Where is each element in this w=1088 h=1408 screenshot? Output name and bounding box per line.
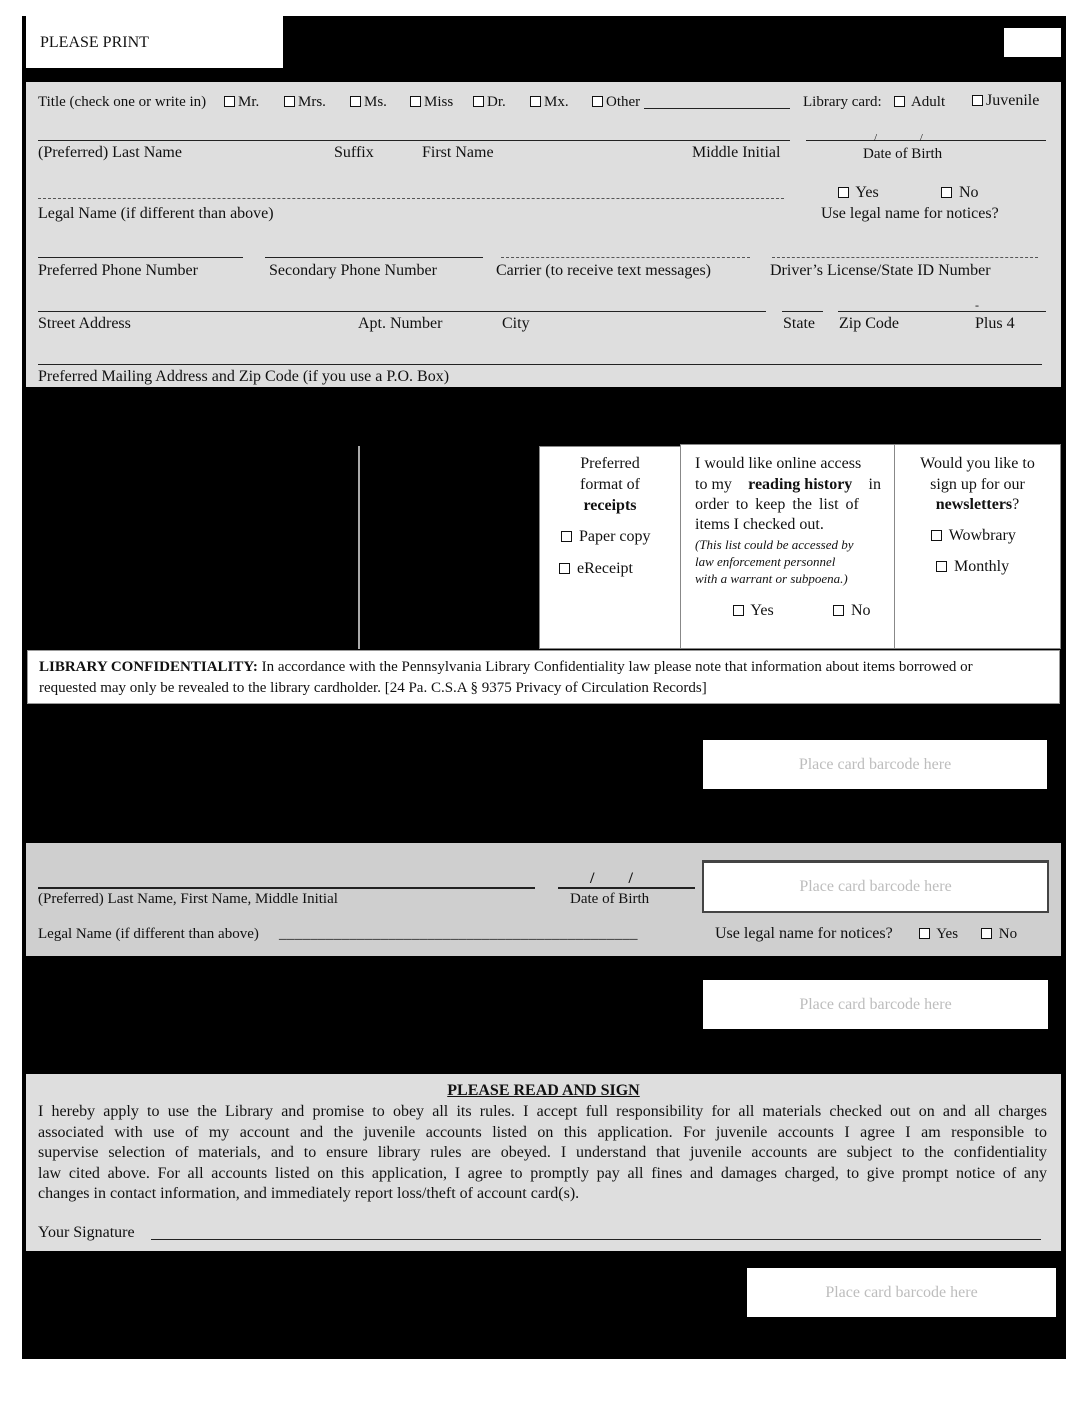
title-ms[interactable]: Ms. (350, 93, 387, 111)
plus4-label: Plus 4 (975, 315, 1015, 332)
barcode-placeholder-1: Place card barcode here (703, 740, 1047, 789)
agreement-line-4: law cited above. For all accounts listed on this application, I agree to promptly pay all fines and damages charged, to give prompt notice of any (38, 1164, 1047, 1182)
newsletter-box (894, 444, 1061, 649)
juvenile-name-line[interactable] (38, 887, 535, 889)
license-label: Driver’s License/State ID Number (770, 262, 991, 279)
city-label: City (502, 315, 530, 332)
plus4-dash: - (975, 298, 979, 312)
history-no-option[interactable]: No (833, 602, 871, 620)
card-juvenile[interactable]: Juvenile (972, 92, 1039, 110)
barcode-placeholder-4: Place card barcode here (747, 1268, 1056, 1317)
zip-code-label: Zip Code (839, 315, 899, 332)
name-line[interactable] (38, 140, 790, 141)
preferences-divider (358, 446, 360, 649)
secondary-phone-label: Secondary Phone Number (269, 262, 437, 279)
agreement-line-2: associated with use of my account and the juvenile accounts listed on this application. For juvenile accounts I agree I am responsible to (38, 1123, 1047, 1141)
last-name-label: (Preferred) Last Name (38, 144, 182, 161)
signature-label: Your Signature (38, 1224, 135, 1241)
please-print-label: PLEASE PRINT (40, 34, 149, 51)
history-yes-option[interactable]: Yes (733, 602, 774, 620)
confidentiality-line-2: requested may only be revealed to the library cardholder. [24 Pa. C.S.A § 9375 Privacy of Circulation Records] (39, 680, 707, 696)
juvenile-notices-yes[interactable]: Yes (919, 925, 958, 943)
newsletter-line-1: Would you like to (920, 455, 1035, 472)
juvenile-dob-label: Date of Birth (570, 891, 650, 907)
signature-line[interactable] (151, 1239, 1041, 1240)
office-use-box (1004, 28, 1061, 57)
history-text-b2: in (868, 476, 881, 493)
preferred-phone-label: Preferred Phone Number (38, 262, 198, 279)
agreement-line-1: I hereby apply to use the Library and promise to obey all its rules. I accept full responsibility for all materials checked out on and all charges (38, 1103, 1047, 1120)
carrier-line[interactable] (501, 257, 750, 258)
newsletter-line-3: newsletters? (935, 496, 1020, 513)
confidentiality-title: LIBRARY CONFIDENTIALITY: (39, 659, 258, 675)
newsletter-line-2: sign up for our (930, 476, 1025, 493)
agreement-line-3: supervise selection of materials, and to ensure library rules are obeyed. I understand that juvenile accounts are subject to the confidentiality (38, 1144, 1047, 1161)
middle-initial-label: Middle Initial (692, 144, 781, 161)
library-card-label: Library card: (803, 94, 882, 110)
agreement-heading: PLEASE READ AND SIGN (447, 1082, 640, 1099)
mailing-address-line[interactable] (38, 364, 1042, 365)
mailing-address-label: Preferred Mailing Address and Zip Code (if you use a P.O. Box) (38, 368, 450, 385)
dob-label: Date of Birth (863, 146, 943, 162)
newsletter-wowbrary-option[interactable]: Wowbrary (931, 527, 1016, 545)
legal-name-line[interactable] (38, 198, 784, 199)
history-text-c: order to keep the list of (695, 496, 859, 513)
history-note-3: with a warrant or subpoena.) (695, 571, 848, 586)
title-mrs[interactable]: Mrs. (284, 93, 326, 111)
legal-notices-yes[interactable]: Yes (838, 184, 879, 202)
newsletter-monthly-option[interactable]: Monthly (936, 558, 1009, 576)
carrier-label: Carrier (to receive text messages) (496, 262, 712, 279)
patron-info-section (26, 82, 1061, 387)
suffix-label: Suffix (334, 144, 374, 161)
history-text-a: I would like online access (695, 455, 862, 472)
title-dr[interactable]: Dr. (473, 93, 506, 111)
please-print-box (26, 16, 283, 68)
title-other-line[interactable] (644, 108, 790, 109)
juvenile-dob-slashes: / / (590, 870, 633, 887)
first-name-label: First Name (422, 144, 494, 161)
receipts-heading-1: Preferred (580, 455, 640, 472)
receipts-heading-2: format of (580, 476, 640, 493)
title-mx[interactable]: Mx. (530, 93, 569, 111)
state-line[interactable] (782, 311, 823, 312)
zip-line[interactable] (838, 311, 1046, 312)
agreement-text (38, 1102, 1047, 1205)
juvenile-notices-question: Use legal name for notices? (715, 925, 893, 942)
preferred-phone-line[interactable] (38, 257, 243, 258)
apt-number-label: Apt. Number (358, 315, 443, 332)
license-line[interactable] (772, 257, 1038, 258)
history-note-1: (This list could be accessed by (695, 537, 854, 552)
street-address-line[interactable] (38, 311, 766, 312)
juvenile-legal-label: Legal Name (if different than above) (38, 926, 259, 942)
history-text-b (695, 476, 881, 494)
title-mr[interactable]: Mr. (224, 93, 259, 111)
history-text-d: items I checked out. (695, 516, 824, 533)
history-text-b1: to my (695, 476, 732, 493)
title-label: Title (check one or write in) (38, 94, 207, 110)
barcode-placeholder-3: Place card barcode here (703, 980, 1048, 1029)
juvenile-notices-no[interactable]: No (981, 925, 1017, 943)
confidentiality-line-1: LIBRARY CONFIDENTIALITY: In accordance with the Pennsylvania Library Confidentiality law please note that information about items borrowed or (39, 659, 973, 675)
juvenile-name-label: (Preferred) Last Name, First Name, Middle Initial (38, 891, 338, 907)
state-label: State (783, 315, 815, 332)
card-adult[interactable]: Adult (894, 93, 945, 111)
receipt-ereceipt-option[interactable]: eReceipt (559, 560, 633, 578)
dob-line[interactable] (806, 140, 1046, 141)
street-address-label: Street Address (38, 315, 131, 332)
legal-notices-no[interactable]: No (941, 184, 979, 202)
secondary-phone-line[interactable] (265, 257, 483, 258)
barcode-placeholder-2: Place card barcode here (702, 860, 1049, 913)
receipt-paper-option[interactable]: Paper copy (561, 528, 651, 546)
history-note-2: law enforcement personnel (695, 554, 836, 569)
juvenile-legal-line[interactable]: ______________________________________________ (279, 926, 638, 942)
title-other[interactable]: Other (592, 93, 640, 111)
legal-name-label: Legal Name (if different than above) (38, 205, 274, 222)
title-miss[interactable]: Miss (410, 93, 453, 111)
history-text-bold: reading history (748, 476, 853, 493)
receipts-heading-bold: receipts (583, 497, 637, 514)
legal-notices-question: Use legal name for notices? (821, 205, 999, 222)
dob-slashes: / / (874, 132, 923, 144)
agreement-line-5: changes in contact information, and immediately report loss/theft of account card(s). (38, 1185, 580, 1202)
